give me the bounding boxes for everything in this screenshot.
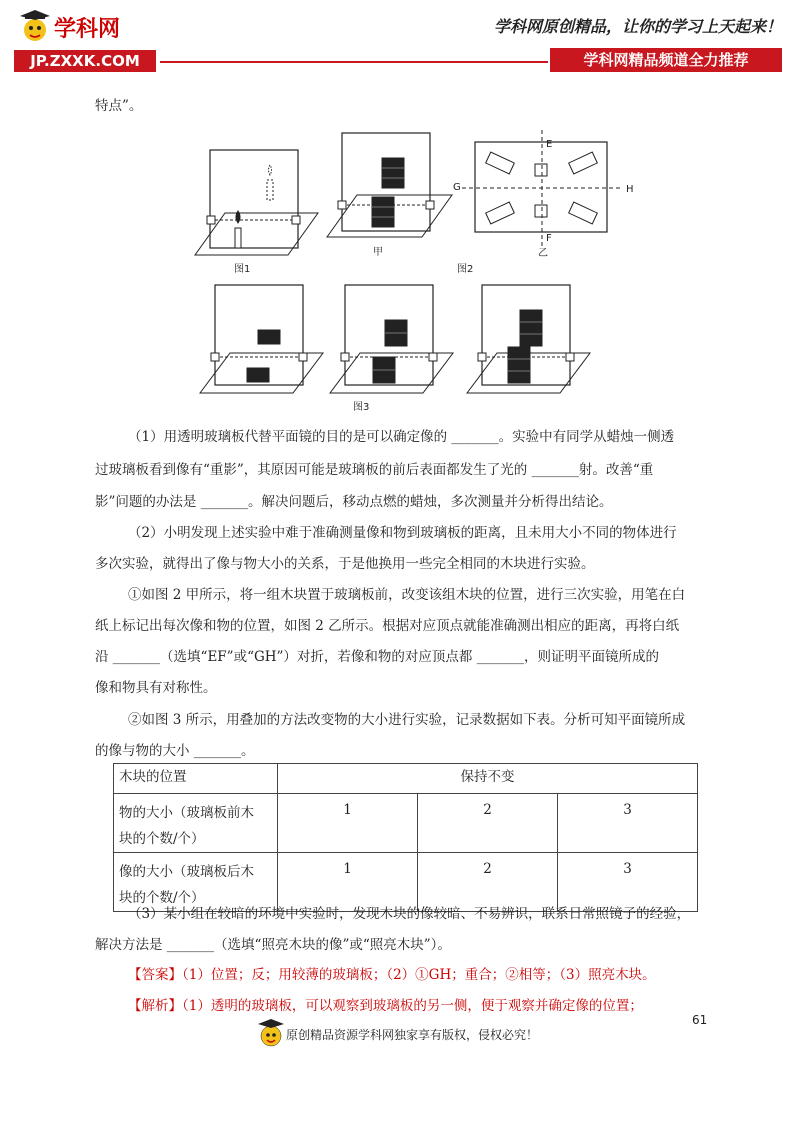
question-2-2-line: ②如图 3 所示，用叠加的方法改变物的大小进行实验，记录数据如下表。分析可知平面镜所成	[128, 712, 686, 728]
analysis-text: （1）透明的玻璃板，可以观察到玻璃板的另一侧，便于观察并确定像的位置；	[182, 998, 643, 1014]
data-table	[113, 763, 698, 912]
question-2-line: 多次实验，就得出了像与物大小的关系，于是他换用一些完全相同的木块进行实验。	[95, 556, 595, 572]
question-2-line: （2）小明发现上述实验中难于准确测量像和物到玻璃板的距离，且未用大小不同的物体进行	[128, 525, 677, 541]
question-2-2-line: 的像与物的大小 _______。	[95, 743, 255, 759]
table-cell: 3	[558, 853, 698, 912]
figure-2-jia-diagram	[327, 133, 452, 237]
table-cell: 1	[278, 794, 418, 853]
table-header-cell: 木块的位置	[114, 764, 278, 794]
answer-text: （1）位置；反；用较薄的玻璃板；（2）①GH；重合；②相等；（3）照亮木块。	[182, 967, 656, 983]
question-1-line: （1）用透明玻璃板代替平面镜的目的是可以确定像的 _______。实验中有同学从蜡烛一侧透	[128, 429, 675, 445]
figure-3-diagram-1	[200, 285, 323, 393]
figure-1-candle-diagram	[195, 150, 318, 255]
figure-group	[190, 125, 630, 415]
question-2-1-line: ①如图 2 甲所示，将一组木块置于玻璃板前，改变该组木块的位置，进行三次实验，用笔在白	[128, 587, 686, 603]
analysis-line	[128, 993, 643, 1020]
mascot-icon	[258, 1017, 284, 1049]
question-3-line: 解决方法是 _______（选填“照亮木块的像”或“照亮木块”）。	[95, 937, 451, 953]
answer-tag: 【答案】	[128, 967, 182, 983]
question-3-line: （3）某小组在较暗的环境中实验时，发现木块的像较暗、不易辨识，联系日常照镜子的经验，	[128, 906, 691, 922]
table-cell: 3	[558, 794, 698, 853]
axis-label-g: G	[453, 182, 461, 193]
figure-3-diagram-3	[467, 285, 590, 393]
footer-copyright: 原创精品资源学科网独家享有版权，侵权必究！	[286, 1028, 539, 1042]
text-line: 特点”。	[95, 98, 143, 114]
question-1-line: 过玻璃板看到像有“重影”，其原因可能是玻璃板的前后表面都发生了光的 _______射。改善“重	[95, 462, 654, 478]
figure-3-label: 图3	[353, 402, 370, 413]
header-divider	[160, 61, 548, 63]
question-2-1-line: 沿 _______（选填“EF”或“GH”）对折，若像和物的对应顶点都 _______，则证明平面镜所成的	[95, 649, 659, 665]
logo-name: 学科网	[54, 17, 121, 42]
question-2-1-line: 纸上标记出每次像和物的位置，如图 2 乙所示。根据对应顶点就能准确测出相应的距离，再将白纸	[95, 618, 680, 634]
figure-3-diagram-2	[330, 285, 453, 393]
analysis-tag: 【解析】	[128, 998, 182, 1014]
axis-label-f: F	[546, 233, 552, 244]
figure-2-yi-label: 乙	[538, 248, 548, 259]
mascot-icon	[20, 10, 50, 44]
table-merged-cell: 保持不变	[278, 764, 698, 794]
question-1-line: 影”问题的办法是 _______。解决问题后，移动点燃的蜡烛，多次测量并分析得出结论。	[95, 494, 613, 510]
table-row	[114, 764, 698, 794]
figure-2-jia-label: 甲	[373, 247, 383, 258]
table-cell: 2	[418, 794, 558, 853]
table-header-cell: 物的大小（玻璃板前木 块的个数/个）	[114, 794, 278, 853]
table-cell: 1	[278, 853, 418, 912]
answer-line	[128, 962, 656, 989]
figure-2-label: 图2	[457, 264, 474, 275]
table-row	[114, 794, 698, 853]
page-number: 61	[692, 1013, 708, 1027]
figure-1-label: 图1	[234, 264, 251, 275]
axis-label-h: H	[626, 184, 634, 195]
header-slogan: 学科网原创精品，让你的学习上天起来！	[493, 17, 782, 36]
table-cell: 2	[418, 853, 558, 912]
table-header-cell: 像的大小（玻璃板后木 块的个数/个）	[114, 853, 278, 912]
channel-banner: 学科网精品频道全力推荐	[550, 48, 782, 72]
question-2-1-line: 像和物具有对称性。	[95, 680, 217, 696]
logo	[20, 10, 160, 44]
figure-2-yi-diagram	[462, 130, 622, 247]
logo-url: JP.ZXXK.COM	[14, 50, 156, 72]
axis-label-e: E	[546, 139, 553, 150]
